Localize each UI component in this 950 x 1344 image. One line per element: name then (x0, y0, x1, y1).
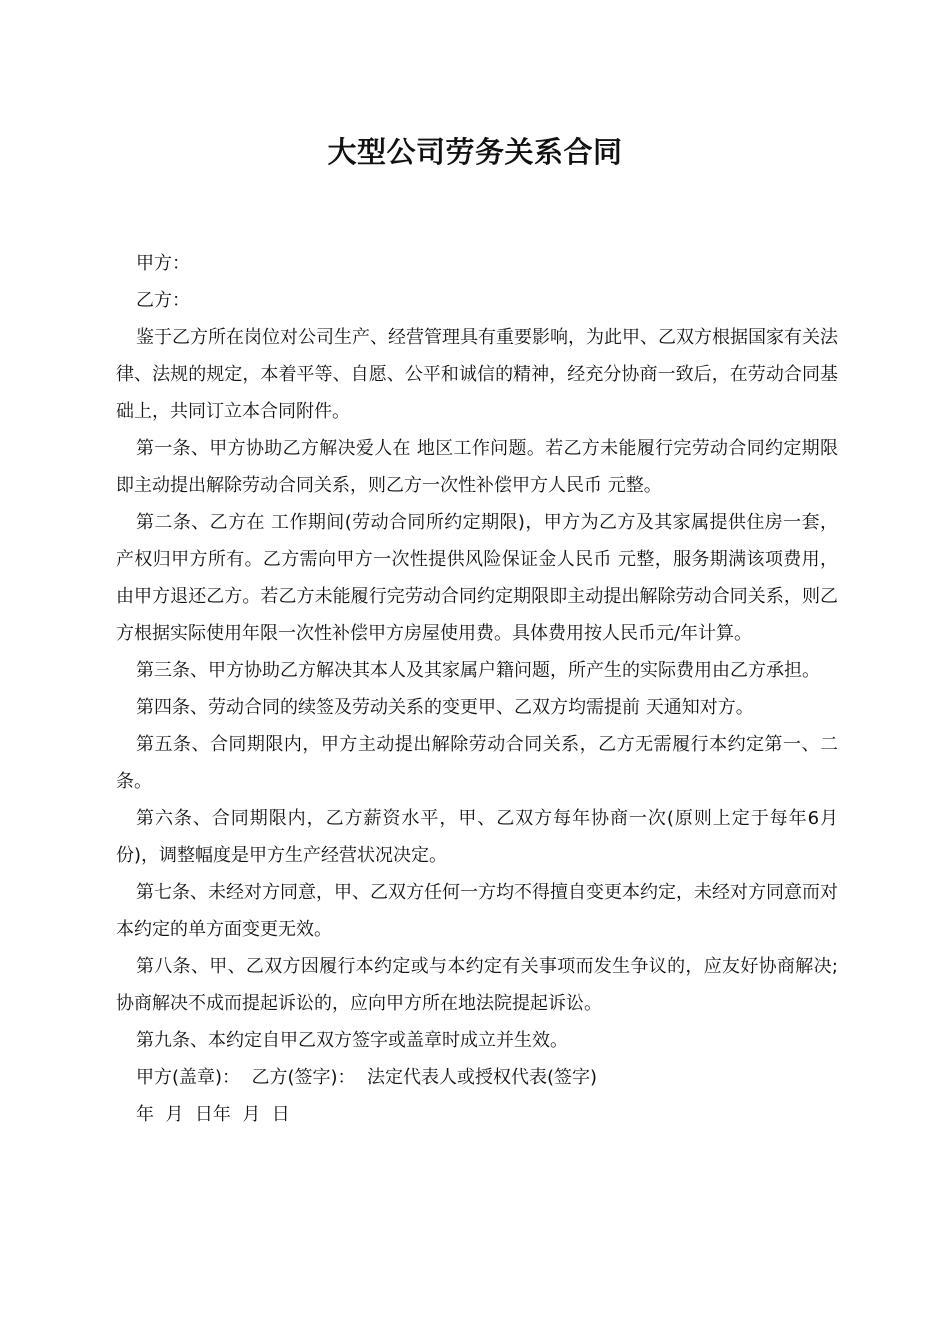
date-line: 年 月 日年 月 日 (136, 1104, 290, 1125)
document-title: 大型公司劳务关系合同 (327, 135, 623, 169)
article-5-paragraph: 第五条、合同期限内，甲方主动提出解除劳动合同关系，乙方无需履行本约定第一、二条。 (116, 734, 838, 792)
document-body (116, 245, 838, 1133)
signature-line: 甲方(盖章)： 乙方(签字)： 法定代表人或授权代表(签字) (136, 1067, 598, 1088)
article-7-paragraph: 第七条、未经对方同意，甲、乙双方任何一方均不得擅自变更本约定，未经对方同意而对本约定的单方面变更无效。 (116, 882, 838, 940)
article-2-paragraph: 第二条、乙方在 工作期间(劳动合同所约定期限)，甲方为乙方及其家属提供住房一套，产权归甲方所有。乙方需向甲方一次性提供风险保证金人民币 元整，服务期满该项费用，由甲方退还乙方。若乙方未能履行完劳动合同约定期限即主动提出解除劳动合同关系，则乙方根据实际使用年限一次性补偿甲方房屋使用费。具体费用按人民币元/年计算。 (116, 512, 838, 644)
article-1-paragraph: 第一条、甲方协助乙方解决爱人在 地区工作问题。若乙方未能履行完劳动合同约定期限即主动提出解除劳动合同关系，则乙方一次性补偿甲方人民币 元整。 (116, 438, 838, 496)
article-4-paragraph: 第四条、劳动合同的续签及劳动关系的变更甲、乙双方均需提前 天通知对方。 (136, 697, 754, 718)
article-3-paragraph: 第三条、甲方协助乙方解决其本人及其家属户籍问题，所产生的实际费用由乙方承担。 (136, 660, 820, 681)
article-9-paragraph: 第九条、本约定自甲乙双方签字或盖章时成立并生效。 (136, 1030, 568, 1051)
article-8-paragraph: 第八条、甲、乙双方因履行本约定或与本约定有关事项而发生争议的，应友好协商解决;协商解决不成而提起诉讼的，应向甲方所在地法院提起诉讼。 (116, 956, 838, 1014)
preamble-paragraph: 鉴于乙方所在岗位对公司生产、经营管理具有重要影响，为此甲、乙双方根据国家有关法律、法规的规定，本着平等、自愿、公平和诚信的精神，经充分协商一致后，在劳动合同基础上，共同订立本合同附件。 (116, 327, 838, 422)
party-a-line: 甲方： (136, 253, 190, 274)
article-6-paragraph: 第六条、合同期限内，乙方薪资水平，甲、乙双方每年协商一次(原则上定于每年6月份)，调整幅度是甲方生产经营状况决定。 (116, 808, 838, 866)
party-b-line: 乙方： (136, 290, 190, 311)
